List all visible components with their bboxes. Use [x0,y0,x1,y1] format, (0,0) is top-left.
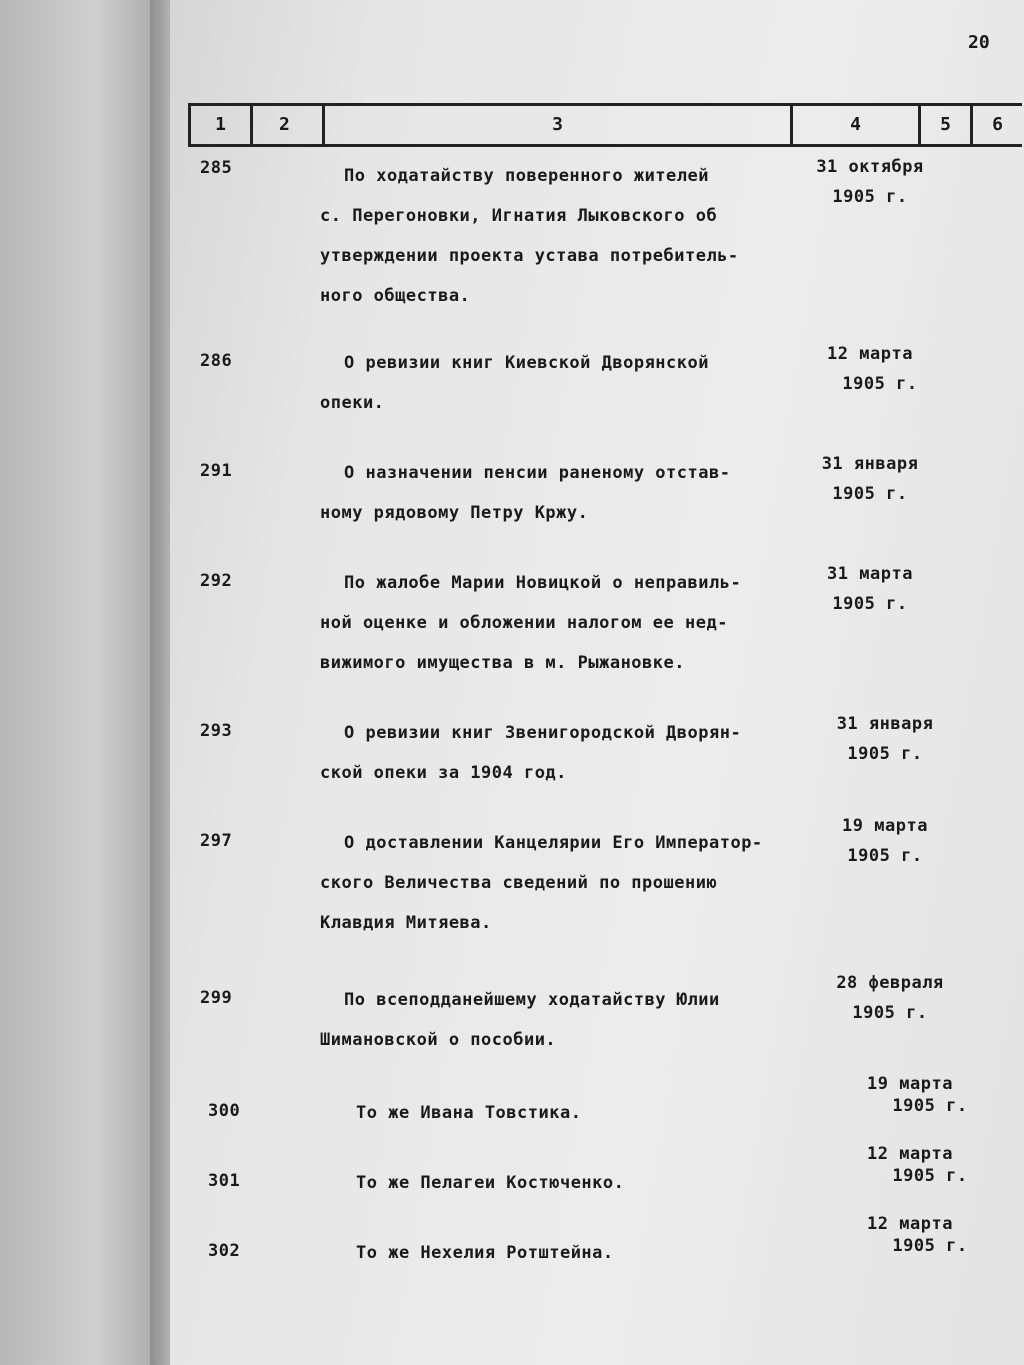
description-line: О ревизии книг Киевской Дворянской [344,353,709,373]
case-date: 31 января 1905 г. [821,454,919,504]
case-description [320,713,800,793]
case-date: 31 января 1905 г. [836,714,934,764]
case-number: 285 [200,158,233,178]
description-line: По жалобе Марии Новицкой о неправиль- [344,573,742,593]
description-line: с. Перегоновки, Игнатия Лыковского об [320,206,718,226]
case-description [356,1093,836,1133]
case-date: 12 марта 1905 г. [867,1214,968,1256]
description-line: ного общества. [320,286,471,306]
case-number: 300 [208,1101,241,1121]
column-header-1: 1 [188,103,250,147]
case-number: 293 [200,721,233,741]
case-number: 297 [200,831,233,851]
table-header [188,103,1022,147]
case-number: 302 [208,1241,241,1261]
description-line: О ревизии книг Звенигородской Дворян- [344,723,742,743]
column-header-4: 4 [790,103,918,147]
case-number: 292 [200,571,233,591]
case-description [320,823,800,943]
description-line: ному рядовому Петру Кржу. [320,503,589,523]
case-description [320,563,800,683]
case-date: 12 марта 1905 г. [867,1144,968,1186]
description-line: ной оценке и обложении налогом ее нед- [320,613,728,633]
case-description [356,1233,836,1273]
description-line: О назначении пенсии раненому отстав- [344,463,731,483]
column-header-5: 5 [918,103,970,147]
case-description [320,453,800,533]
case-date: 12 марта 1905 г. [827,344,918,394]
description-line: ского Величества сведений по прошению [320,873,718,893]
case-description [356,1163,836,1203]
description-line: То же Нехелия Ротштейна. [356,1243,614,1263]
description-line: вижимого имущества в м. Рыжановке. [320,653,685,673]
case-number: 291 [200,461,233,481]
adjacent-page [0,0,160,1365]
column-header-6: 6 [970,103,1022,147]
description-line: То же Пелагеи Костюченко. [356,1173,625,1193]
description-line: утверждении проекта устава потребитель- [320,246,739,266]
column-header-3: 3 [322,103,790,147]
description-line: опеки. [320,393,385,413]
description-line: ской опеки за 1904 год. [320,763,567,783]
page-number: 20 [968,32,990,53]
case-date: 19 марта 1905 г. [867,1074,968,1116]
case-description [320,156,800,316]
description-line: По ходатайству поверенного жителей [344,166,709,186]
header-bottom-rule [188,144,1022,147]
case-number: 301 [208,1171,241,1191]
case-date: 19 марта 1905 г. [842,816,928,866]
description-line: Шимановской о пособии. [320,1030,557,1050]
case-number: 286 [200,351,233,371]
description-line: То же Ивана Товстика. [356,1103,582,1123]
description-line: Клавдия Митяева. [320,913,492,933]
case-date: 28 февраля 1905 г. [836,973,944,1023]
case-date: 31 марта 1905 г. [827,564,913,614]
description-line: По всеподданейшему ходатайству Юлии [344,990,720,1010]
case-number: 299 [200,988,233,1008]
case-description [320,343,800,423]
case-date: 31 октября 1905 г. [816,157,924,207]
description-line: О доставлении Канцелярии Его Император- [344,833,763,853]
case-description [320,980,800,1060]
column-header-2: 2 [250,103,322,147]
